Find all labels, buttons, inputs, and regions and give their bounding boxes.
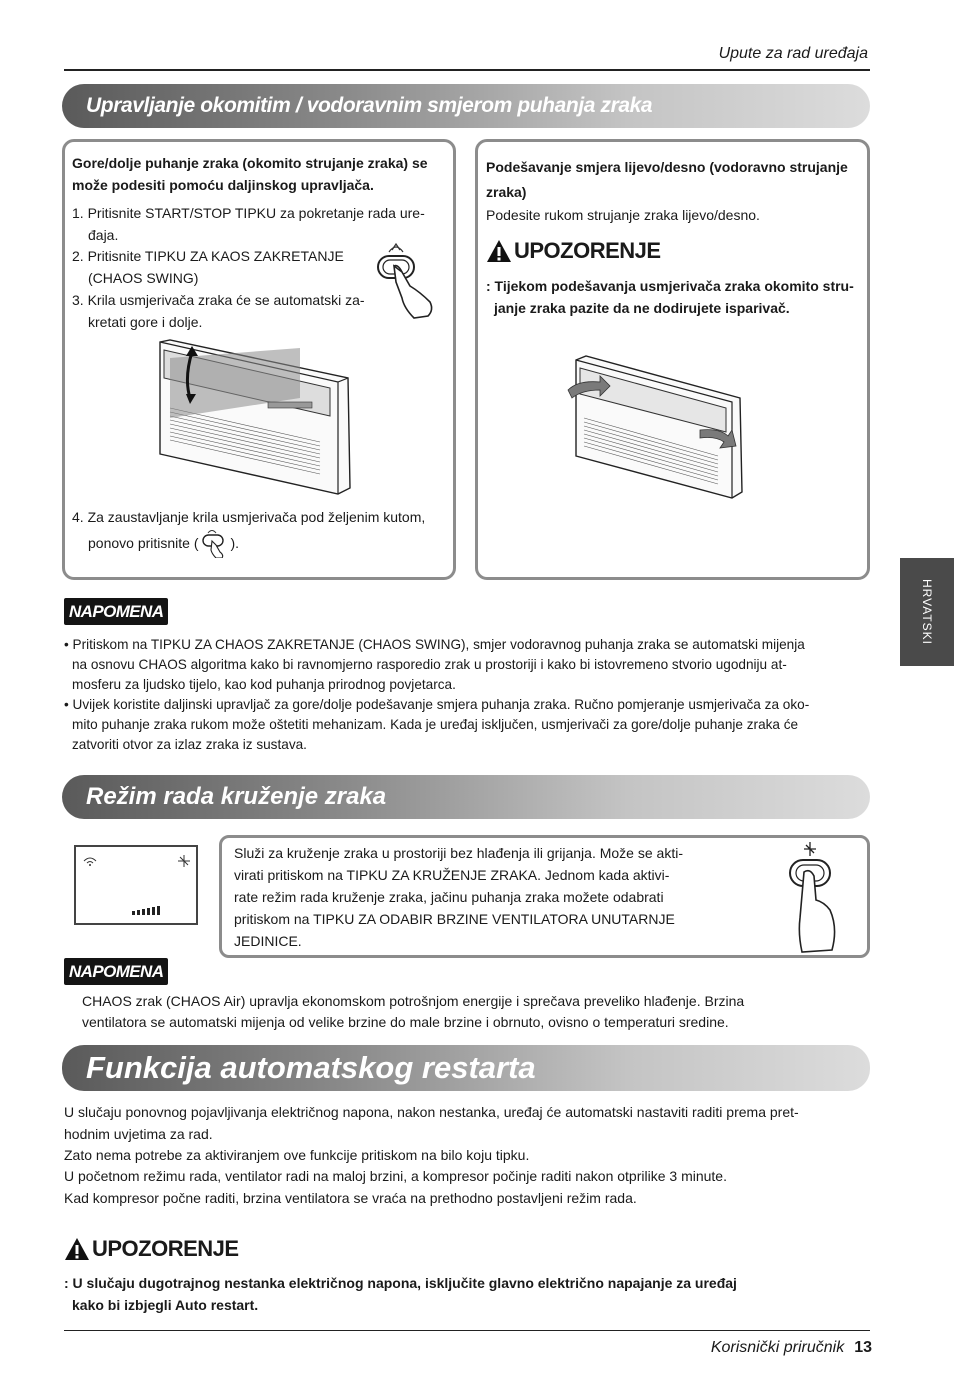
circulation-text-3: rate režim rada kruženje zraka, jačinu puhanja zraka možete odabrati (234, 889, 664, 905)
restart-text-5: Kad kompresor počne raditi, brzina ventilatora se vraća na prethodno postavljeni režim rada. (64, 1190, 637, 1206)
running-header: Upute za rad uređaja (718, 45, 868, 62)
warning-text-1: : Tijekom podešavanja usmjerivača zraka okomito stru- (486, 278, 854, 294)
restart-warning-1: : U slučaju dugotrajnog nestanka električnog napona, isključite glavno električno napajanje za uređaj (64, 1275, 737, 1291)
note-1-bullet-2-line-3: zatvoriti otvor za izlaz zraka iz sustava. (72, 737, 307, 752)
page-number: 13 (854, 1339, 872, 1356)
warning-heading-1 (486, 238, 661, 264)
section-title-air-circulation: Režim rada kruženje zraka (62, 775, 870, 819)
restart-text-4: U početnom režimu rada, ventilator radi na maloj brzini, a kompresor počinje raditi nakon otprilike 3 minute. (64, 1168, 727, 1184)
fan-display-icon (76, 847, 196, 923)
circulation-text-1: Služi za kruženje zraka u prostoriji bez hlađenja ili grijanja. Može se akti- (234, 845, 683, 861)
warning-label: UPOZORENJE (514, 238, 661, 263)
horizontal-airflow-desc: Podesite rukom strujanje zraka lijevo/desno. (486, 207, 760, 223)
language-tab: HRVATSKI (900, 558, 954, 666)
warning-text-2: janje zraka pazite da ne dodirujete isparivač. (494, 300, 790, 316)
note-label-2: NAPOMENA (64, 958, 168, 985)
footer-title: Korisnički priručnik (710, 1339, 845, 1356)
step-4-cont (88, 528, 239, 558)
note-1-bullet-1-line-2: na osnovu CHAOS algoritma kako bi ravnomjerno rasporedio zrak u prostoriji i kako bi istovremeno stvorio ugodniju at- (72, 657, 787, 672)
warning-label: UPOZORENJE (92, 1236, 239, 1261)
step-1-cont: đaja. (88, 227, 119, 243)
section-title-auto-restart: Funkcija automatskog restarta (62, 1045, 870, 1091)
note-1-bullet-2-line-1: • Uvijek koristite daljinski upravljač za gore/dolje podešavanje smjera puhanja zraka. Ručno pomjeranje usmjerivača za oko- (64, 697, 810, 712)
step-3-cont: kretati gore i dolje. (88, 314, 203, 330)
restart-text-3: Zato nema potrebe za aktiviranjem ove funkcije pritiskom na bilo koju tipku. (64, 1147, 530, 1163)
fan-button-press-icon (780, 838, 852, 954)
step-3: 3. Krila usmjerivača zraka će se automatski za- (72, 292, 365, 308)
small-button-press-icon (200, 528, 230, 558)
section-title-air-direction: Upravljanje okomitim / vodoravnim smjerom puhanja zraka (62, 84, 870, 128)
footer-divider (64, 1330, 870, 1331)
circulation-text-4: pritiskom na TIPKU ZA ODABIR BRZINE VENTILATORA UNUTARNJE (234, 911, 675, 927)
step-1: 1. Pritisnite START/STOP TIPKU za pokretanje rada ure- (72, 205, 425, 221)
circulation-text-5: JEDINICE. (234, 933, 302, 949)
step-4: 4. Za zaustavljanje krila usmjerivača pod željenim kutom, (72, 509, 426, 525)
horizontal-airflow-title-1: Podešavanje smjera lijevo/desno (vodoravno strujanje (486, 159, 848, 175)
warning-heading-2 (64, 1236, 239, 1262)
step-2: 2. Pritisnite TIPKU ZA KAOS ZAKRETANJE (72, 248, 344, 264)
vertical-airflow-intro: Gore/dolje puhanje zraka (okomito strujanje zraka) se može podesiti pomoću daljinskog upravljača. (72, 155, 428, 193)
note-1-bullet-1-line-1: • Pritiskom na TIPKU ZA CHAOS ZAKRETANJE (CHAOS SWING), smjer vodoravnog puhanja zraka se automatski mijenja (64, 637, 805, 652)
step-2-cont: (CHAOS SWING) (88, 270, 199, 286)
circulation-text-2: virati pritiskom na TIPKU ZA KRUŽENJE ZRAKA. Jednom kada aktivi- (234, 867, 670, 883)
restart-text-2: hodnim uvjetima za rad. (64, 1126, 213, 1142)
warning-triangle-icon (64, 1237, 90, 1261)
note-1-bullet-1-line-3: mosferu za ljudsko tijelo, kao kod puhanja prirodnog povjetarca. (72, 677, 456, 692)
step-4-text-before: ponovo pritisnite ( (88, 535, 199, 551)
remote-display-illustration (74, 845, 198, 925)
ac-unit-horizontal-adjust-illustration (560, 352, 745, 502)
warning-triangle-icon (486, 239, 512, 263)
horizontal-airflow-title-2: zraka) (486, 184, 527, 200)
note-1-bullet-2-line-2: mito puhanje zraka rukom može oštetiti mehanizam. Kada je uređaj isključen, usmjerivači za gore/dolje puhanje zraka će (72, 717, 799, 732)
note-label-1: NAPOMENA (64, 598, 168, 625)
step-4-text-after: ). (230, 535, 240, 551)
swing-button-press-icon (374, 238, 438, 320)
header-divider (64, 69, 870, 71)
restart-warning-2: kako bi izbjegli Auto restart. (72, 1297, 259, 1313)
note-2-line-1: CHAOS zrak (CHAOS Air) upravlja ekonomskom potrošnjom energije i sprečava preveliko hlađenje. Brzina (82, 993, 745, 1009)
ac-unit-vertical-swing-illustration (150, 338, 355, 498)
page-footer (711, 1339, 872, 1357)
restart-text-1: U slučaju ponovnog pojavljivanja električnog napona, nakon nestanka, uređaj će automatski nastaviti raditi prema pret- (64, 1104, 799, 1120)
note-2-line-2: ventilatora se automatski mijenja od velike brzine do male brzine i obrnuto, ovisno o temperaturi sredine. (82, 1014, 729, 1030)
